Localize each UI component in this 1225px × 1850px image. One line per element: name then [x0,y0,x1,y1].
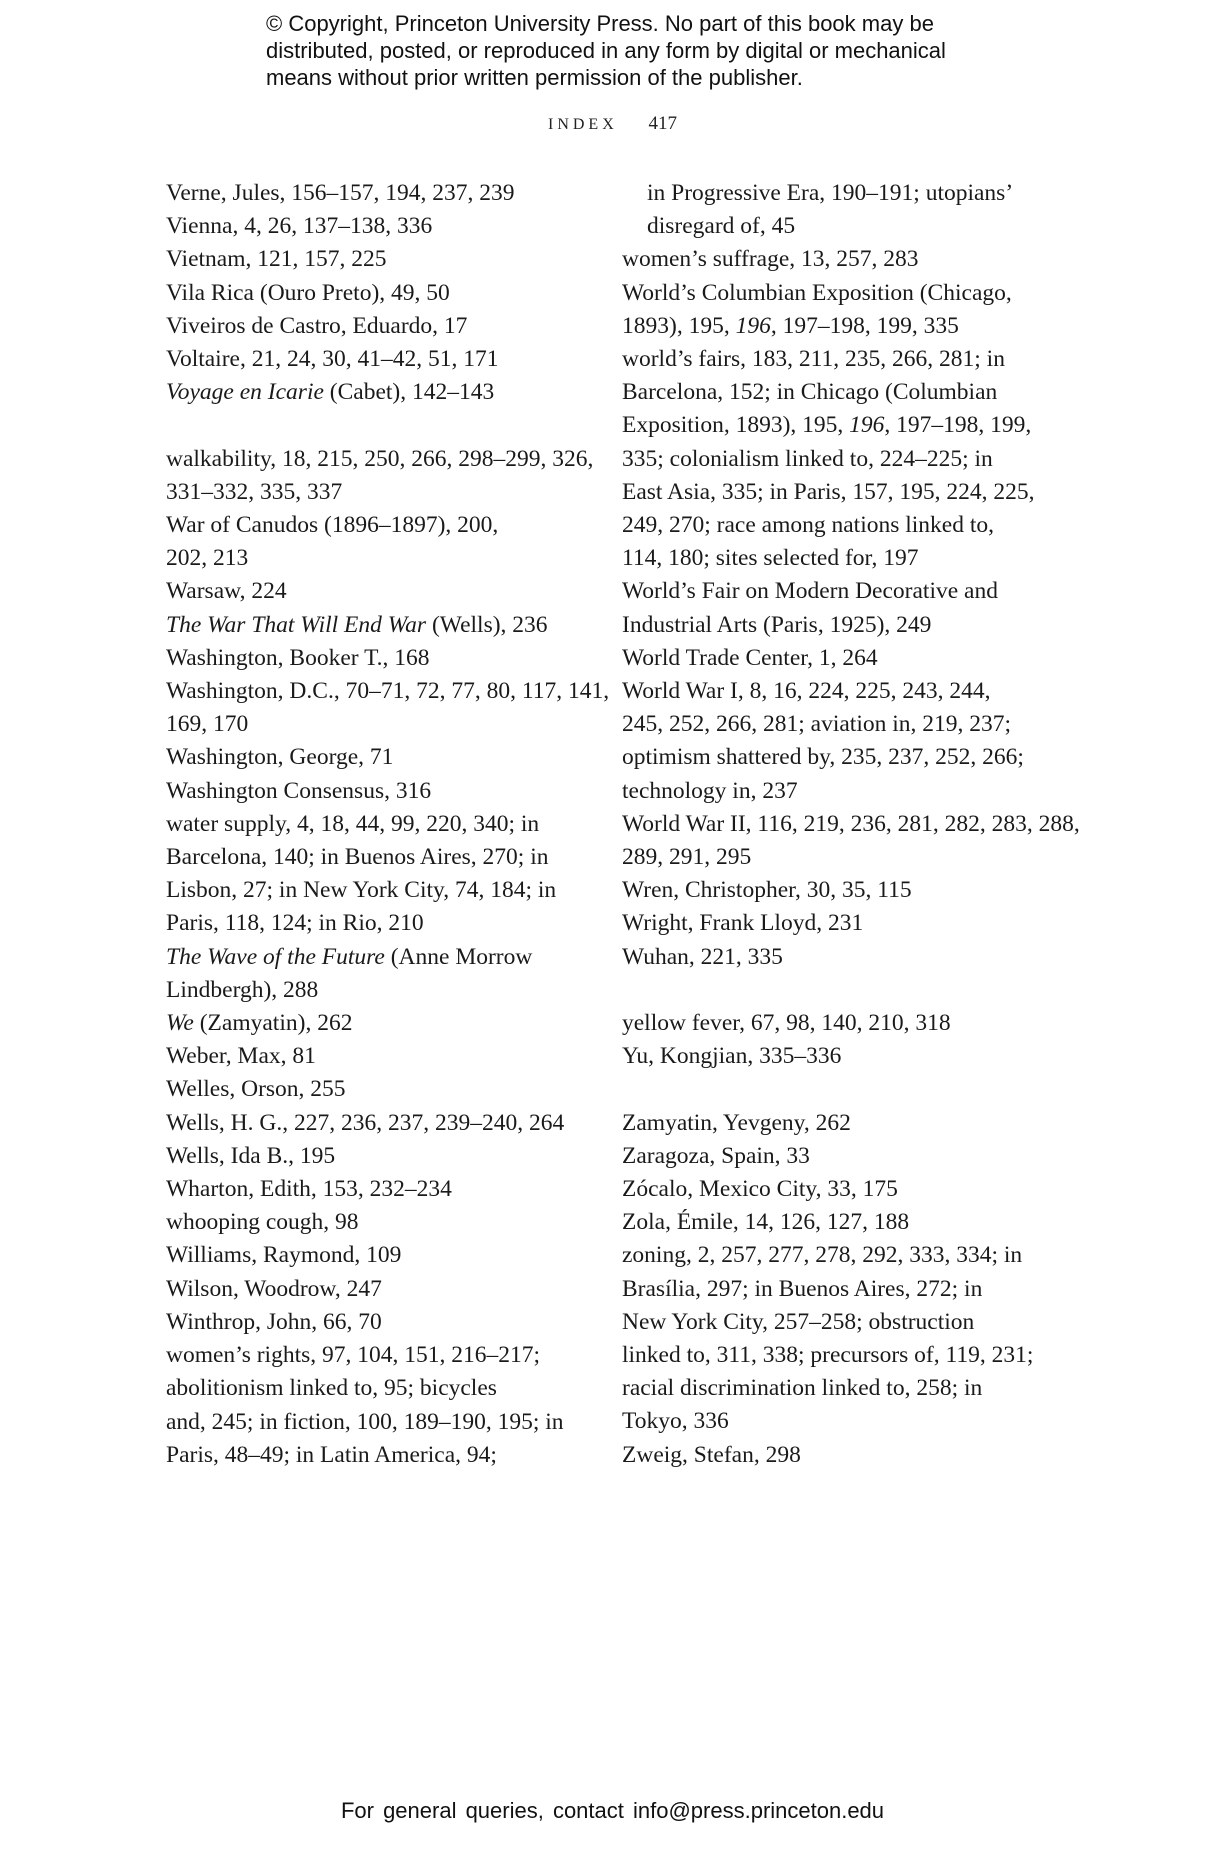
index-entry [166,741,596,774]
index-entry [166,509,596,575]
index-entry-line [166,177,596,210]
index-entry-line [166,808,596,841]
entry-text: abolitionism linked to, 95; bicycles [166,1375,497,1402]
entry-text: (Cabet), 142–143 [323,379,495,406]
index-entry-line [166,376,596,409]
entry-text: technology in, 237 [622,777,798,804]
entry-text: Wells, Ida B., 195 [166,1142,336,1169]
index-entry [166,277,596,310]
italic-text: The Wave of the Future [166,943,385,970]
index-entry [622,1140,1052,1173]
index-entry-line [166,1206,596,1239]
entry-text: 169, 170 [166,711,249,738]
index-entry [166,775,596,808]
entry-text: World’s Columbian Exposition (Chicago, [622,279,1012,306]
entry-text: Washington, D.C., 70–71, 72, 77, 80, 117, 141, [166,678,610,705]
index-entry-line [622,941,1052,974]
entry-text: Williams, Raymond, 109 [166,1242,402,1269]
index-entry [166,609,596,642]
index-entry [166,808,596,941]
index-entry-line [166,642,596,675]
entry-text: Welles, Orson, 255 [166,1076,346,1103]
index-entry-line [166,1107,596,1140]
index-entry-line [166,443,596,476]
index-entry-line [166,609,596,642]
index-entry-line [622,841,1052,874]
index-entry-line [622,808,1080,841]
entry-text: women’s rights, 97, 104, 151, 216–217; [166,1342,541,1369]
index-entry [166,1339,596,1472]
entry-text: (Wells), 236 [426,611,548,638]
entry-text: 114, 180; sites selected for, 197 [622,545,919,572]
entry-text: Lindbergh), 288 [166,976,319,1003]
index-entry-line [622,343,1052,376]
index-entry [166,376,596,409]
index-entry-line [622,409,1052,442]
index-entry [622,642,1052,675]
index-entry-line [166,741,596,774]
entry-text: optimism shattered by, 235, 237, 252, 266; [622,744,1024,771]
index-entry-line [166,1306,596,1339]
entry-text: Vietnam, 121, 157, 225 [166,246,387,273]
index-entry [166,675,610,741]
entry-text: disregard of, 45 [647,213,796,240]
index-entry [622,1206,1052,1239]
index-entry-line [166,1339,596,1372]
italic-text: We [166,1010,194,1037]
index-entry-line [166,1173,596,1206]
index-entry [622,907,1052,940]
entry-text: , 197–198, 199, 335 [770,312,959,339]
entry-text: 202, 213 [166,545,249,572]
index-entry [622,1107,1052,1140]
entry-text: Washington, Booker T., 168 [166,644,430,671]
entry-text: yellow fever, 67, 98, 140, 210, 318 [622,1010,951,1037]
index-entry [166,243,596,276]
entry-text: Yu, Kongjian, 335–336 [622,1043,842,1070]
entry-text: Tokyo, 336 [622,1408,729,1435]
index-entry-line [622,1107,1052,1140]
index-entry-line [622,575,1052,608]
entry-text: Exposition, 1893), 195, [622,412,850,439]
index-entry-line [166,1239,596,1272]
entry-text: , 197–198, 199, [884,412,1032,439]
index-entry [166,1306,596,1339]
entry-text: walkability, 18, 215, 250, 266, 298–299, 326, [166,445,594,472]
index-column-right [622,177,1080,1472]
index-entry-line [166,575,596,608]
entry-text: 331–332, 335, 337 [166,478,343,505]
index-entry-line [622,1040,1052,1073]
index-entry [622,808,1080,874]
index-entry-line [166,941,596,974]
entry-text: zoning, 2, 257, 277, 278, 292, 333, 334; in [622,1242,1023,1269]
index-entry-line [166,841,596,874]
entry-text: Paris, 118, 124; in Rio, 210 [166,910,424,937]
index-entry-line [622,1273,1052,1306]
entry-text: world’s fairs, 183, 211, 235, 266, 281; in [622,346,1005,373]
index-entry [166,1273,596,1306]
entry-text: linked to, 311, 338; precursors of, 119, 231; [622,1342,1034,1369]
page-number: 417 [648,113,677,134]
index-entry [622,1007,1052,1040]
entry-text: Zamyatin, Yevgeny, 262 [622,1109,851,1136]
entry-text: Zaragoza, Spain, 33 [622,1142,810,1169]
index-entry-line [622,609,1052,642]
index-entry-line [622,1206,1052,1239]
copyright-line: means without prior written permission of the publisher. [266,65,803,90]
index-entry-line [622,874,1052,907]
index-entry [166,310,596,343]
index-entry-line [622,310,1052,343]
index-entry-line [622,1439,1052,1472]
entry-text: Wharton, Edith, 153, 232–234 [166,1176,452,1203]
copyright-notice [266,10,1026,91]
entry-text: 289, 291, 295 [622,844,752,871]
entry-text: (Anne Morrow [384,943,533,970]
entry-text: War of Canudos (1896–1897), 200, [166,512,499,539]
index-entry [622,1439,1052,1472]
entry-text: whooping cough, 98 [166,1209,359,1236]
entry-text: Brasília, 297; in Buenos Aires, 272; in [622,1275,983,1302]
entry-text: World Trade Center, 1, 264 [622,644,878,671]
index-entry-line [622,741,1052,774]
entry-text: Wells, H. G., 227, 236, 237, 239–240, 264 [166,1109,565,1136]
index-entry-line [166,1372,596,1405]
index-entry-line [622,1007,1052,1040]
index-entry [622,675,1052,808]
entry-text: Wren, Christopher, 30, 35, 115 [622,877,912,904]
entry-text: Paris, 48–49; in Latin America, 94; [166,1441,497,1468]
italic-text: 196 [849,412,885,439]
entry-text: Washington, George, 71 [166,744,394,771]
index-entry-line [622,907,1052,940]
index-entry-line [166,343,596,376]
index-entry-line [166,1406,596,1439]
entry-text: Zócalo, Mexico City, 33, 175 [622,1176,898,1203]
index-entry-line [166,708,596,741]
entry-text: World’s Fair on Modern Decorative and [622,578,998,605]
entry-text: New York City, 257–258; obstruction [622,1308,975,1335]
index-entry-line [622,376,1052,409]
index-entry-line [622,1239,1052,1272]
index-entry [166,1239,596,1272]
index-entry-line [166,974,596,1007]
entry-text: East Asia, 335; in Paris, 157, 195, 224, 225, [622,478,1035,505]
footer-contact [0,1798,1225,1824]
index-entry [166,1140,596,1173]
index-entry [622,277,1052,343]
index-entry-line [622,277,1052,310]
index-entry [166,443,596,509]
index-entry-line [622,542,1052,575]
entry-text: 335; colonialism linked to, 224–225; in [622,445,993,472]
index-entry-line [166,277,596,310]
index-entry-line [622,1140,1052,1173]
index-entry [166,1206,596,1239]
entry-text: 249, 270; race among nations linked to, [622,512,995,539]
index-entry-line [166,243,596,276]
running-head [0,113,1225,135]
entry-text: World War I, 8, 16, 224, 225, 243, 244, [622,678,991,705]
index-entry [166,1107,596,1140]
entry-text: World War II, 116, 219, 236, 281, 282, 283, 288, [622,810,1080,837]
entry-text: women’s suffrage, 13, 257, 283 [622,246,919,273]
index-entry-line [166,1273,596,1306]
index-entry-line [622,1405,1052,1438]
entry-text: 245, 252, 266, 281; aviation in, 219, 237; [622,711,1012,738]
entry-text: Lisbon, 27; in New York City, 74, 184; in [166,877,557,904]
index-entry-line [166,210,596,243]
letter-section-gap [622,1073,1052,1106]
index-entry-line [166,1140,596,1173]
index-entry [622,874,1052,907]
entry-text: Winthrop, John, 66, 70 [166,1308,382,1335]
index-entry [166,343,596,376]
index-entry [166,1073,596,1106]
index-entry [622,1040,1052,1073]
index-entry-line [166,1073,596,1106]
index-entry [166,575,596,608]
index-entry-line [166,476,596,509]
entry-text: Wilson, Woodrow, 247 [166,1275,382,1302]
letter-section-gap [622,974,1052,1007]
entry-text: Zweig, Stefan, 298 [622,1441,801,1468]
entry-text: Vila Rica (Ouro Preto), 49, 50 [166,279,450,306]
index-entry-line [622,1372,1052,1405]
index-entry-continued [622,177,1052,243]
index-entry-line [622,642,1052,675]
index-entry [166,1007,596,1040]
entry-text: Washington Consensus, 316 [166,777,432,804]
entry-text: Zola, Émile, 14, 126, 127, 188 [622,1209,910,1236]
index-entry [166,1040,596,1073]
italic-text: Voyage en Icarie [166,379,324,406]
index-entry-line [166,310,596,343]
index-entry-line [166,1040,596,1073]
index-entry-line [166,1439,596,1472]
index-column-left [166,177,610,1472]
entry-text: and, 245; in fiction, 100, 189–190, 195; in [166,1408,564,1435]
index-entry [622,1173,1052,1206]
index-entry-line [166,775,596,808]
index-entry-line [622,1339,1052,1372]
entry-text: Vienna, 4, 26, 137–138, 336 [166,213,433,240]
entry-text: Voltaire, 21, 24, 30, 41–42, 51, 171 [166,346,499,373]
entry-text: in Progressive Era, 190–191; utopians’ [647,180,1014,206]
entry-text: Wuhan, 221, 335 [622,943,783,970]
entry-text: Industrial Arts (Paris, 1925), 249 [622,611,932,638]
index-entry [166,941,596,1007]
index-entry-line [622,476,1052,509]
entry-text: Barcelona, 140; in Buenos Aires, 270; in [166,844,549,871]
footer-text: For general queries, contact info@press.princeton.edu [340,1798,885,1823]
copyright-line: distributed, posted, or reproduced in any form by digital or mechanical [266,38,946,63]
letter-section-gap [166,409,596,442]
index-entry [622,1239,1052,1438]
index-entry-line [622,775,1052,808]
index-entry-line [622,708,1052,741]
index-entry-line [166,874,596,907]
entry-text: Wright, Frank Lloyd, 231 [622,910,864,937]
index-entry [622,575,1052,641]
index-entry-line [166,1007,596,1040]
index-entry [622,243,1052,276]
running-head-label: INDEX [547,116,618,133]
entry-text: Barcelona, 152; in Chicago (Columbian [622,379,998,406]
entry-text: water supply, 4, 18, 44, 99, 220, 340; in [166,810,540,837]
entry-text: Viveiros de Castro, Eduardo, 17 [166,312,468,339]
index-entry-line [166,509,596,542]
index-entry-line [622,1173,1052,1206]
index-entry-line [622,1306,1052,1339]
index-entry-line [647,210,1052,243]
index-entry-line [166,907,596,940]
index-entry [622,343,1052,575]
entry-text: 1893), 195, [622,312,736,339]
entry-text: (Zamyatin), 262 [193,1010,353,1037]
index-entry [622,941,1052,974]
entry-text: Verne, Jules, 156–157, 194, 237, 239 [166,180,515,206]
index-entry-line [166,542,596,575]
entry-text: Weber, Max, 81 [166,1043,316,1070]
index-entry [166,177,596,210]
index-entry-line [166,675,610,708]
index-entry-line [622,675,1052,708]
copyright-line: © Copyright, Princeton University Press. No part of this book may be [266,11,934,36]
index-entry [166,1173,596,1206]
entry-text: Warsaw, 224 [166,578,287,605]
index-entry-line [647,177,1052,210]
entry-text: racial discrimination linked to, 258; in [622,1375,983,1402]
index-entry [166,210,596,243]
index-entry [166,642,596,675]
index-entry-line [622,509,1052,542]
italic-text: 196 [735,312,771,339]
italic-text: The War That Will End War [166,611,427,638]
index-entry-line [622,443,1052,476]
index-entry-line [622,243,1052,276]
